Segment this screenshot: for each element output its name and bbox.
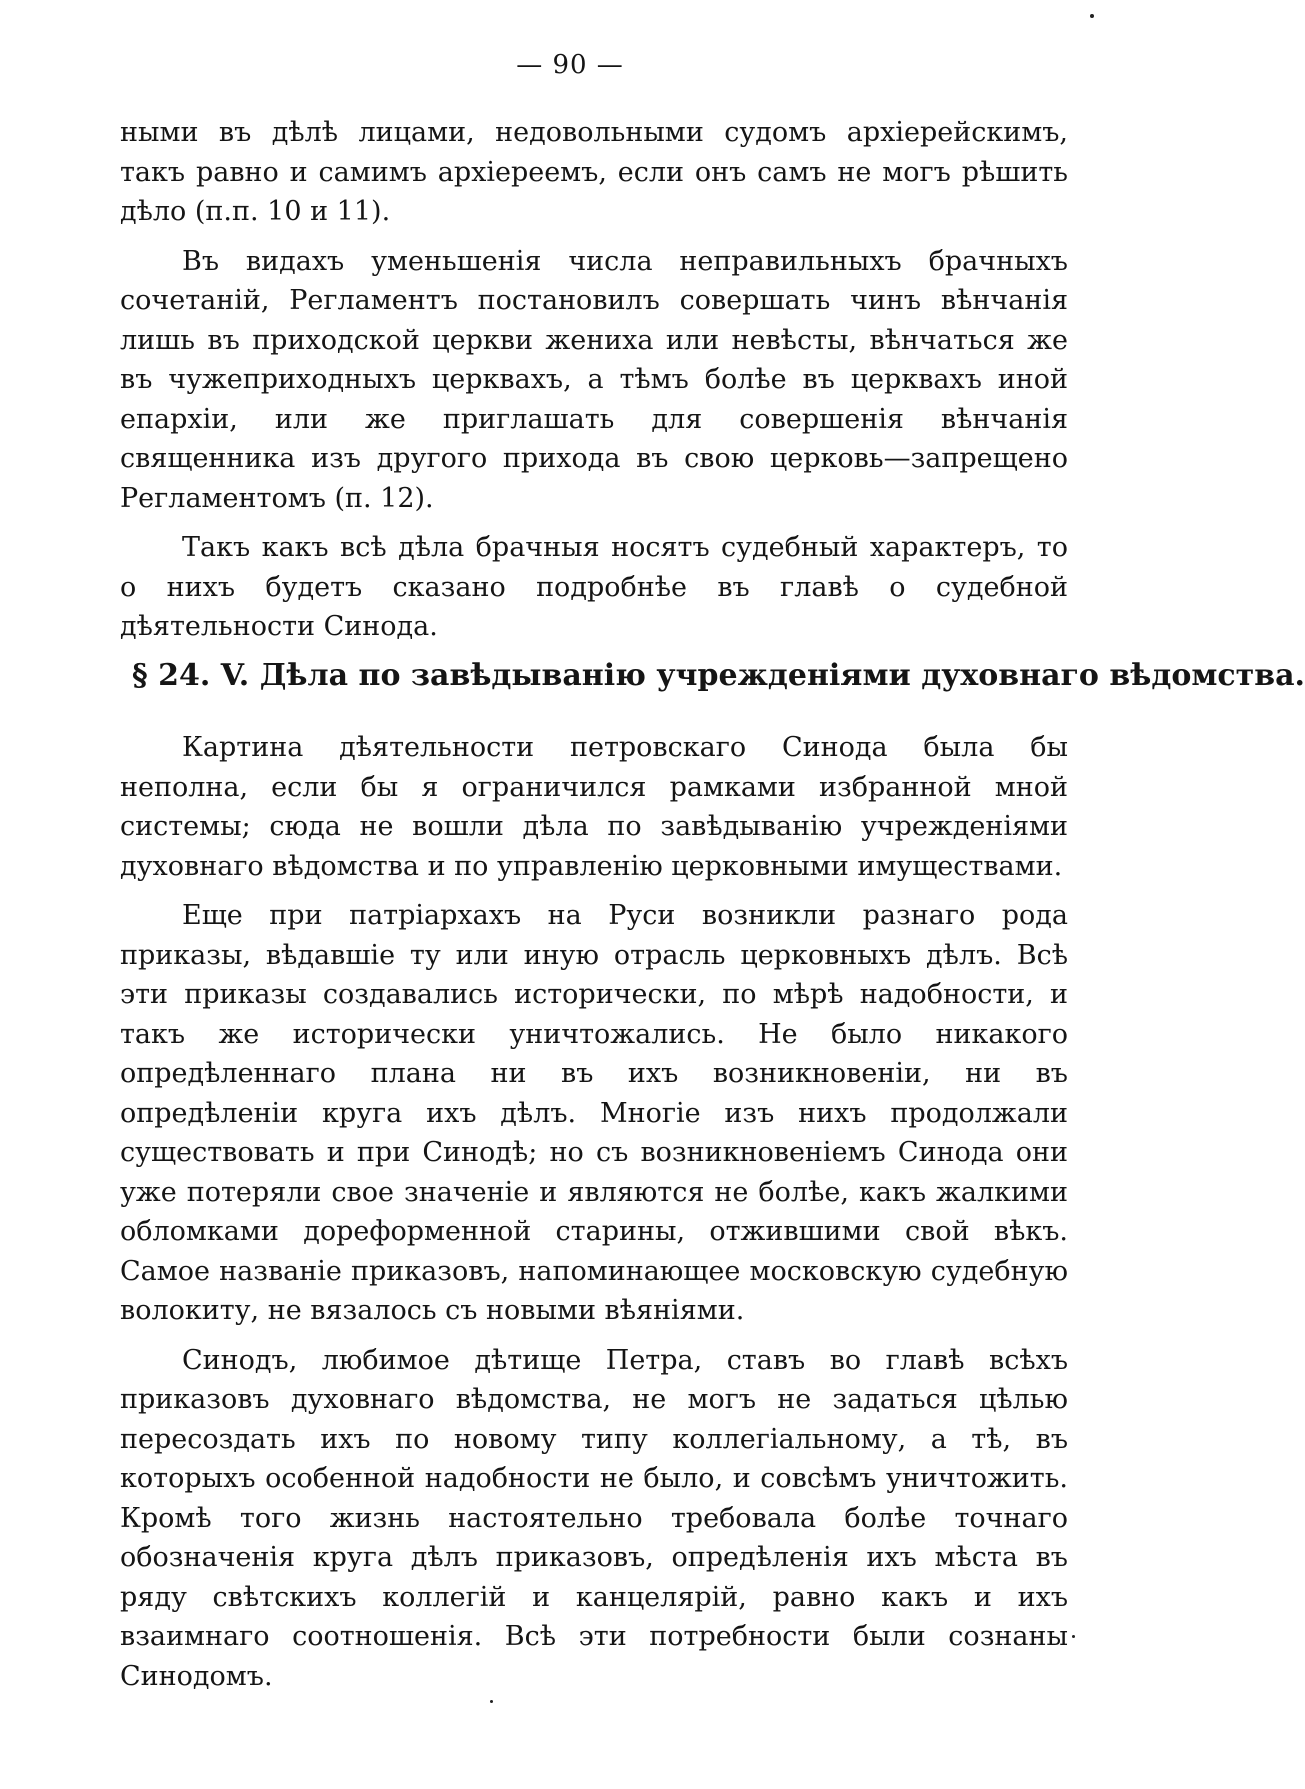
scan-speck [1090, 14, 1094, 18]
paragraph-synod-activity: Картина дѣятельности петровскаго Синода была бы неполна, если бы я ограничился рамками избранной мной системы; сюда не вошли дѣла по завѣдыванію учрежденіями духовнаго вѣдомства и по управленію церковными имуществами. [120, 732, 1068, 882]
scan-speck [490, 1700, 493, 1703]
paragraph-marriage-judicial: Такъ какъ всѣ дѣла брачныя носятъ судебный характеръ, то о нихъ будетъ сказано подробнѣе въ главѣ о судебной дѣятельности Синода. [120, 532, 1068, 642]
bottom-text-block [120, 728, 1068, 1706]
paragraph-marriage-rules: Въ видахъ уменьшенія числа неправильныхъ брачныхъ сочетаній, Регламентъ постановилъ совершать чинъ вѣнчанія лишь въ приходской церкви жениха или невѣсты, вѣнчаться же въ чужеприходныхъ церквахъ, а тѣмъ болѣе въ церквахъ иной епархіи, или же приглашать для совершенія вѣнчанія священника изъ другого прихода въ свою церковь—запрещено Регламентомъ (п. 12). [120, 245, 1068, 514]
scan-speck [1072, 1635, 1075, 1638]
paragraph-continuation: ными въ дѣлѣ лицами, недовольными судомъ архіерейскимъ, такъ равно и самимъ архіереемъ, если онъ самъ не могъ рѣшить дѣло (п.п. 10 и 11). [120, 117, 1068, 227]
paragraph-synod-reform: Синодъ, любимое дѣтище Петра, ставъ во главѣ всѣхъ приказовъ духовнаго вѣдомства, не могъ не задаться цѣлью пересоздать ихъ по новому типу коллегіальному, а тѣ, въ которыхъ особенной надобности не было, и совсѣмъ уничтожить. Кромѣ того жизнь настоятельно требовала болѣе точнаго обозначенія круга дѣлъ приказовъ, опредѣленія ихъ мѣста въ ряду свѣтскихъ коллегій и канцелярій, равно какъ и ихъ взаимнаго соотношенія. Всѣ эти потребности были сознаны Синодомъ. [120, 1344, 1068, 1692]
paragraph-patriarch-orders: Еще при патріархахъ на Руси возникли разнаго рода приказы, вѣдавшіе ту или иную отрасль церковныхъ дѣлъ. Всѣ эти приказы создавались исторически, по мѣрѣ надобности, и такъ же исторически уничтожались. Не было никакого опредѣленнаго плана ни въ ихъ возникновеніи, ни въ опредѣленіи круга ихъ дѣлъ. Многіе изъ нихъ продолжали существовать и при Синодѣ; но съ возникновеніемъ Синода они уже потеряли свое значеніе и являются не болѣе, какъ жалкими обломками дореформенной старины, отжившими свой вѣкъ. Самое названіе приказовъ, напоминающее московскую судебную волокиту, не вязалось съ новыми вѣяніями. [120, 900, 1068, 1326]
page-number: — 90 — [516, 50, 624, 80]
top-text-block [120, 113, 1068, 657]
section-heading: § 24. V. Дѣла по завѣдыванію учрежденіями духовнаго вѣдомства. [132, 658, 1305, 693]
